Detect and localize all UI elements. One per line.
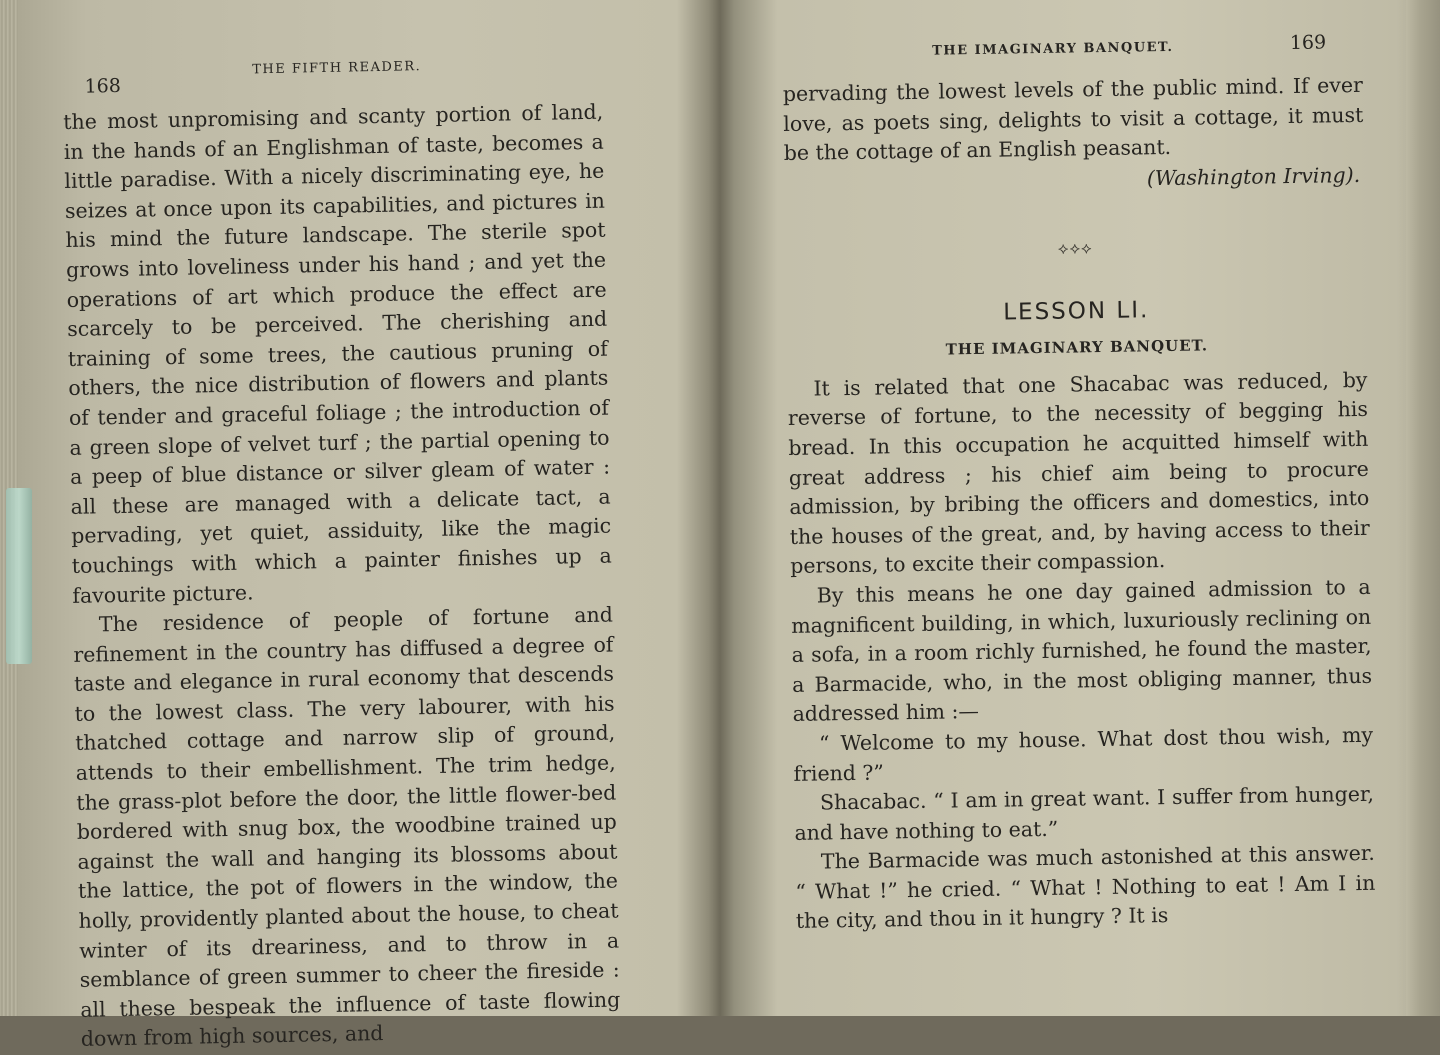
lesson-title: THE IMAGINARY BANQUET.	[945, 336, 1209, 359]
bookmark-tab	[6, 488, 32, 664]
left-page-number: 168	[84, 74, 122, 98]
lesson-paragraph-3: “ Welcome to my house. What dost thou wish, my friend ?”	[793, 722, 1374, 786]
lesson-paragraph-2: By this means he one day gained admission to a magnificent building, in which, luxuriously reclining on a sofa, in a room richly furnished, he found the master, a Barmacide, who, in the most obliging manner, thus addressed him :—	[791, 574, 1373, 727]
left-page	[62, 46, 621, 1052]
left-paragraph-2: The residence of people of fortune and refinement in the country has diffused a degree of taste and elegance in rural economy that descends to the lowest class. The very labourer, with his thatched cottage and narrow slip of ground, attends to their embellishment. The trim hedge, the grass-plot before the door, the little flower-bed bordered with snug box, the woodbine trained up against the wall and hanging its blossoms about the lattice, the pot of flowers in the window, the holly, providently planted about the house, to cheat winter of its dreariness, and to throw in a semblance of green summer to cheer the fireside : all these bespeak the influence of taste flowing down from high sources, and	[73, 602, 621, 1052]
left-page-header	[62, 46, 603, 98]
lesson-body	[787, 366, 1376, 937]
ornament-divider: ⟡⟡⟡	[1057, 237, 1093, 258]
right-page	[782, 31, 1377, 980]
continuation-paragraph: pervading the lowest levels of the public mind. If ever love, as poets sing, delights to visit a cottage, it must be the cottage of an English peasant.	[782, 72, 1364, 166]
left-paragraph-1: the most unpromising and scanty portion of land, in the hands of an Englishman of taste, becomes a little paradise. With a nicely discriminating eye, he seizes at once upon its capabilities, and pictures in his mind the future landscape. The sterile spot grows into loveliness under his hand ; and yet the operations of art which produce the effect are scarcely to be perceived. The cherishing and training of some trees, the cautious pruning of others, the nice distribution of flowers and plants of tender and graceful foliage ; the introduction of a green slope of velvet turf ; the partial opening to a peep of blue distance or silver gleam of water : all these are managed with a delicate tact, a pervading, yet quiet, assiduity, like the magic touchings with which a painter finishes up a favourite picture.	[63, 99, 612, 608]
page-edges-right	[1406, 0, 1440, 1016]
lesson-heading: LESSON LI.	[1003, 297, 1150, 326]
right-continuation-text	[783, 71, 1364, 169]
lesson-paragraph-1: It is related that one Shacabac was reduced, by reverse of fortune, to the necessity of begging his bread. In this occupation he acquitted himself with great address ; his chief aim being to procure admission, by bribing the officers and domestics, into the houses of the great, and, by having access to their persons, to excite their compassion.	[787, 367, 1370, 579]
attribution: (Washington Irving).	[1146, 162, 1361, 191]
right-running-head: THE IMAGINARY BANQUET.	[932, 39, 1174, 59]
left-running-head: THE FIFTH READER.	[252, 59, 422, 78]
right-page-header	[782, 31, 1362, 74]
lesson-paragraph-4: Shacabac. “ I am in great want. I suffer from hunger, and have nothing to eat.”	[794, 781, 1375, 845]
right-page-number: 169	[1289, 31, 1327, 55]
left-page-text	[63, 98, 621, 1055]
lesson-paragraph-5: The Barmacide was much astonished at this answer. “ What !” he cried. “ What ! Nothing to eat ! Am I in the city, and thou in it hungry ? It is	[795, 841, 1376, 934]
